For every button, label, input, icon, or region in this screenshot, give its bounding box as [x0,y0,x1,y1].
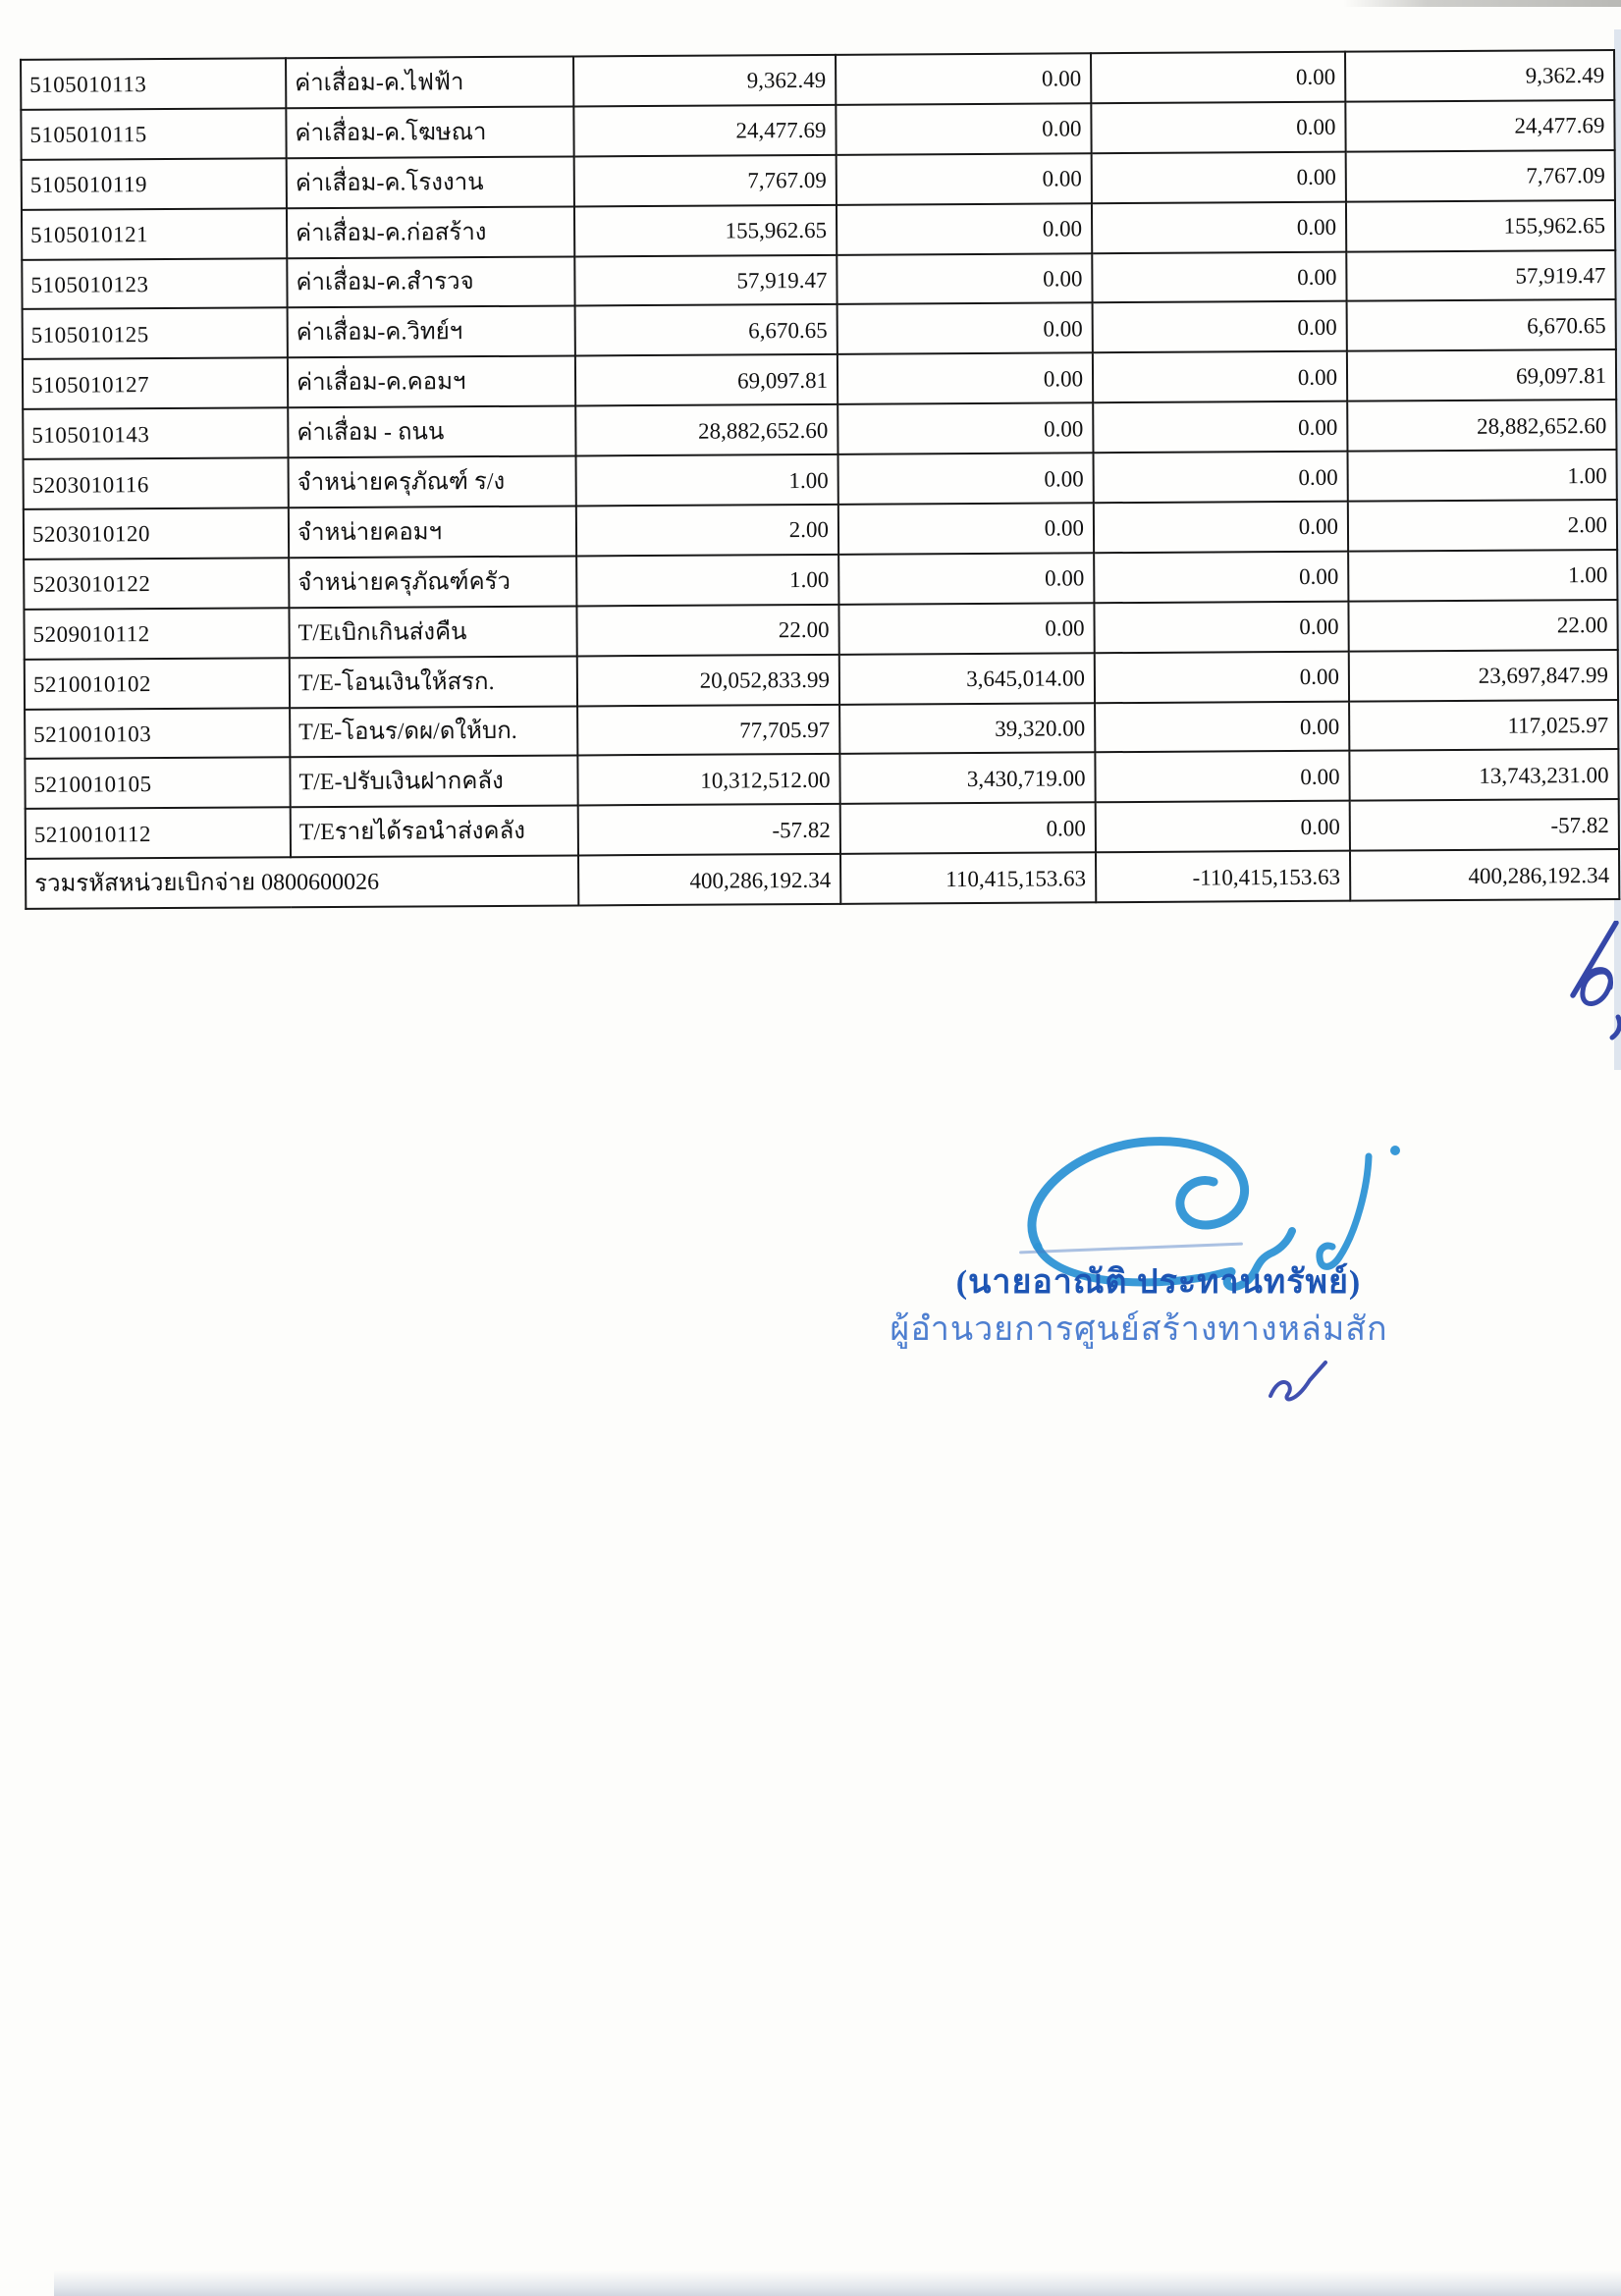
amount-cell-4: 117,025.97 [1349,700,1618,752]
amount-cell-1: 2.00 [576,505,838,557]
account-code-cell: 5210010102 [25,658,290,710]
amount-cell-3: 0.00 [1095,651,1349,702]
account-code-cell: 5210010112 [26,808,291,860]
amount-cell-3: 0.00 [1092,151,1346,202]
account-code-cell: 5105010119 [22,158,287,210]
amount-cell-4: 13,743,231.00 [1349,749,1618,801]
amount-cell-2: 0.00 [837,203,1092,254]
total-amount-cell-4: 400,286,192.34 [1350,849,1619,901]
amount-cell-4: 7,767.09 [1346,150,1615,202]
account-description-cell: ค่าเสื่อม-ค.สำรวจ [287,256,574,308]
amount-cell-4: -57.82 [1350,799,1619,851]
account-description-cell: ค่าเสื่อม-ค.คอมฯ [288,356,575,408]
account-description-cell: ค่าเสื่อม-ค.โรงงาน [287,156,574,208]
amount-cell-3: 0.00 [1094,502,1348,553]
amount-cell-1: 1.00 [576,555,838,607]
amount-cell-1: 7,767.09 [574,155,837,207]
account-code-cell: 5105010113 [21,58,286,110]
amount-cell-1: 155,962.65 [574,205,837,257]
amount-cell-3: 0.00 [1094,552,1348,603]
amount-cell-4: 6,670.65 [1347,299,1616,351]
amount-cell-3: 0.00 [1096,801,1350,852]
amount-cell-4: 1.00 [1347,450,1616,502]
amount-cell-4: 1.00 [1348,550,1617,602]
amount-cell-3: 0.00 [1095,751,1349,802]
amount-cell-4: 23,697,847.99 [1349,650,1618,702]
amount-cell-1: 20,052,833.99 [577,655,839,707]
signer-name: (นายอาณัติ ประทานทรัพย์) [955,1264,1362,1301]
account-code-cell: 5105010125 [23,308,288,360]
amount-cell-3: 0.00 [1094,601,1348,652]
account-code-cell: 5210010103 [25,708,290,760]
account-code-cell: 5105010121 [22,208,287,260]
account-description-cell: T/E-ปรับเงินฝากคลัง [290,756,577,808]
amount-cell-1: 1.00 [576,454,838,507]
amount-cell-1: -57.82 [578,804,840,856]
amount-cell-2: 0.00 [838,503,1094,554]
amount-cell-3: 0.00 [1095,701,1349,752]
amount-cell-4: 9,362.49 [1345,50,1614,102]
amount-cell-2: 0.00 [837,253,1092,304]
account-description-cell: จำหน่ายครุภัณฑ์ครัว [289,556,576,608]
scan-artifact-top [1343,0,1621,7]
amount-cell-4: 28,882,652.60 [1347,400,1616,452]
account-code-cell: 5105010143 [23,407,288,459]
amount-cell-1: 57,919.47 [574,254,837,306]
amount-cell-2: 0.00 [837,153,1092,204]
account-description-cell: ค่าเสื่อม - ถนน [288,406,575,458]
account-code-cell: 5203010120 [24,507,289,560]
amount-cell-3: 0.00 [1092,201,1346,252]
account-description-cell: ค่าเสื่อม-ค.ไฟฟ้า [286,56,573,108]
account-code-cell: 5105010123 [22,258,287,310]
amount-cell-2: 0.00 [838,603,1094,654]
amount-cell-2: 0.00 [838,553,1094,604]
amount-cell-3: 0.00 [1091,102,1345,153]
amount-cell-4: 57,919.47 [1346,250,1615,302]
signer-title: ผู้อำนวยการศูนย์สร้างทางหล่มสัก [890,1311,1388,1348]
amount-cell-3: 0.00 [1091,52,1345,103]
account-description-cell: T/E-โอนเงินให้สรก. [290,656,577,708]
amount-cell-2: 39,320.00 [839,703,1095,754]
signature-squiggle [1265,1357,1349,1408]
handwritten-initial-mark [1559,921,1621,1042]
account-code-cell: 5209010112 [24,608,289,660]
amount-cell-3: 0.00 [1093,351,1347,402]
amount-cell-4: 22.00 [1348,600,1617,652]
amount-cell-3: 0.00 [1093,301,1347,352]
amount-cell-2: 0.00 [838,303,1093,354]
account-code-cell: 5203010116 [24,457,289,509]
account-code-cell: 5105010115 [21,108,286,160]
table-total-row [26,849,1619,909]
amount-cell-2: 0.00 [838,402,1093,454]
accounts-table-wrap [20,49,1618,910]
total-amount-cell-3: -110,415,153.63 [1096,851,1350,902]
account-code-cell: 5210010105 [25,758,290,810]
amount-cell-3: 0.00 [1092,251,1346,302]
amount-cell-1: 10,312,512.00 [577,754,839,806]
amount-cell-1: 24,477.69 [573,105,836,157]
amount-cell-2: 0.00 [838,353,1093,404]
amount-cell-1: 6,670.65 [575,304,838,356]
amount-cell-3: 0.00 [1093,401,1347,453]
account-description-cell: จำหน่ายคอมฯ [289,506,576,558]
account-description-cell: ค่าเสื่อม-ค.วิทย์ฯ [288,306,575,358]
amount-cell-2: 0.00 [840,803,1096,854]
amount-cell-2: 0.00 [836,103,1091,154]
amount-cell-2: 0.00 [838,453,1094,504]
amount-cell-2: 0.00 [836,53,1091,104]
amount-cell-2: 3,645,014.00 [839,653,1095,704]
scan-artifact-bottom [54,2270,1621,2296]
amount-cell-4: 2.00 [1348,500,1617,552]
amount-cell-1: 69,097.81 [575,354,838,406]
account-description-cell: T/E-โอนร/ดผ/ดให้บก. [290,706,577,758]
amount-cell-1: 28,882,652.60 [575,404,838,456]
amount-cell-1: 77,705.97 [577,704,839,756]
total-amount-cell-2: 110,415,153.63 [840,852,1096,903]
amount-cell-4: 155,962.65 [1346,200,1615,252]
amount-cell-1: 9,362.49 [573,55,836,107]
account-description-cell: ค่าเสื่อม-ค.ก่อสร้าง [287,206,574,258]
accounts-table [20,49,1620,910]
amount-cell-4: 69,097.81 [1347,349,1616,401]
amount-cell-2: 3,430,719.00 [839,753,1095,804]
account-description-cell: จำหน่ายครุภัณฑ์ ร/ง [289,456,576,508]
total-amount-cell-1: 400,286,192.34 [578,854,840,906]
amount-cell-1: 22.00 [576,605,838,657]
amount-cell-4: 24,477.69 [1345,100,1614,152]
account-description-cell: T/Eรายได้รอนำส่งคลัง [291,806,578,858]
account-code-cell: 5203010122 [24,558,289,610]
amount-cell-3: 0.00 [1094,452,1348,503]
account-description-cell: T/Eเบิกเกินส่งคืน [289,606,576,658]
total-label-cell: รวมรหัสหน่วยเบิกจ่าย 0800600026 [26,856,578,909]
account-description-cell: ค่าเสื่อม-ค.โฆษณา [286,106,573,158]
account-code-cell: 5105010127 [23,358,288,410]
